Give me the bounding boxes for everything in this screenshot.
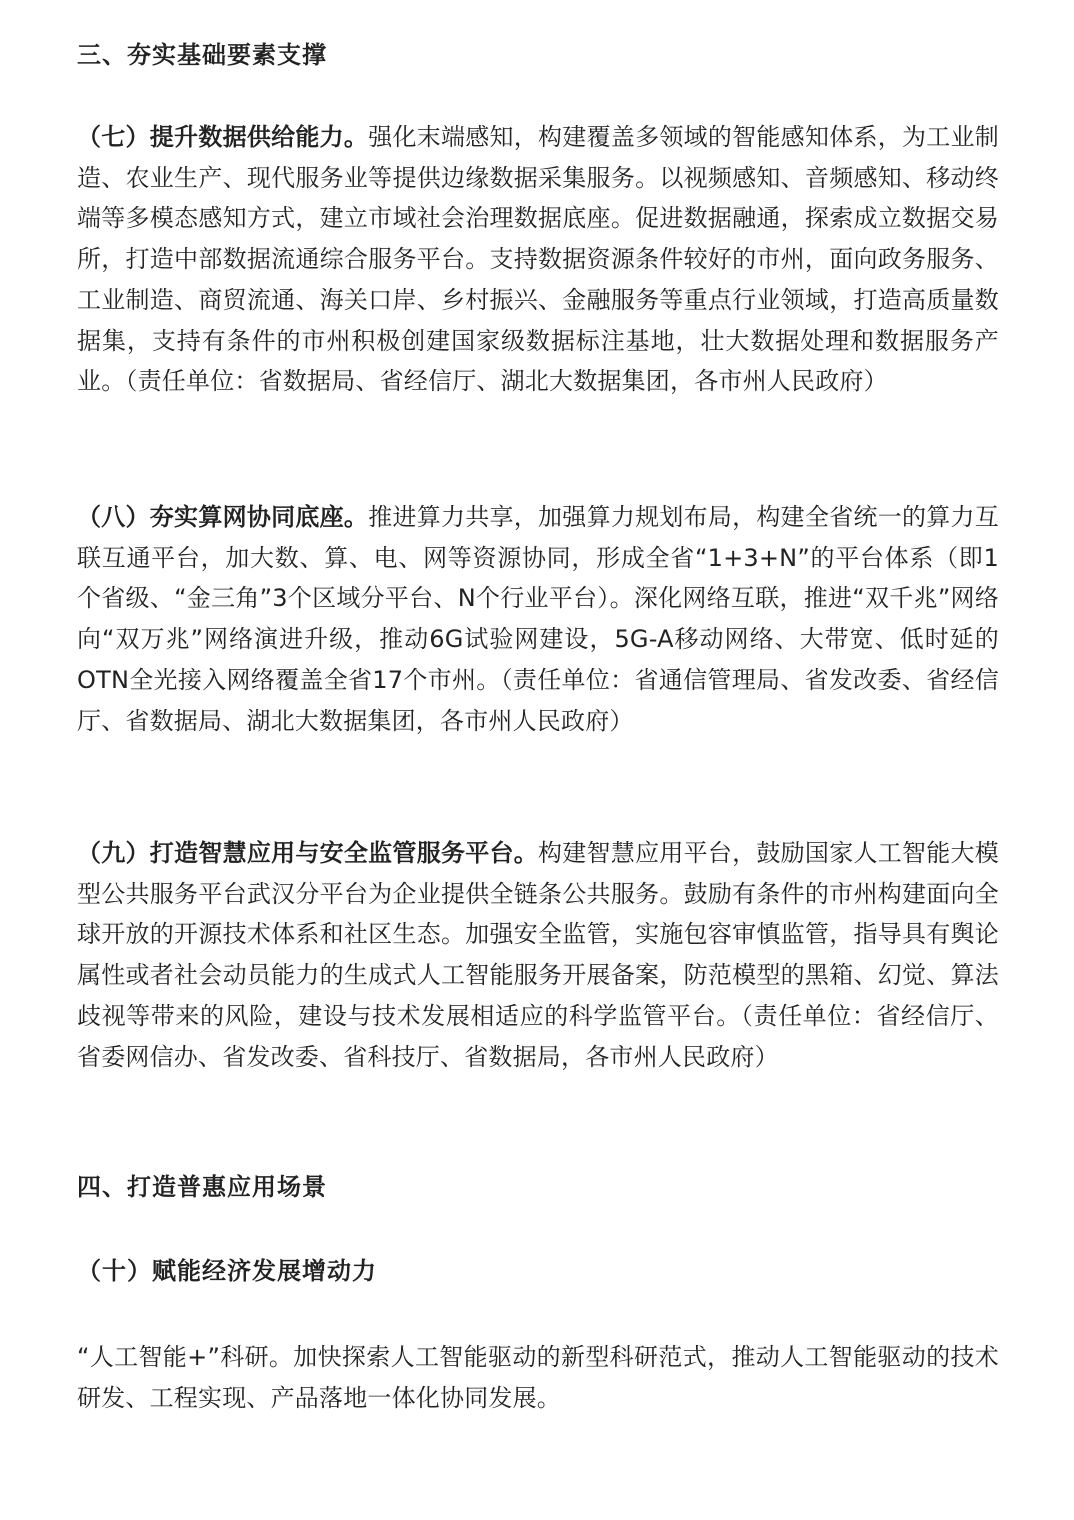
paragraph-ai-research: “人工智能+”科研。加快探索人工智能驱动的新型科研范式，推动人工智能驱动的技术研发、工程实现、产品落地一体化协同发展。 — [77, 1343, 999, 1412]
paragraph-item-8 — [77, 497, 999, 741]
subsection-heading-10: （十）赋能经济发展增动力 — [77, 1257, 377, 1285]
section-heading-4: 四、打造普惠应用场景 — [77, 1173, 327, 1201]
paragraph-lead: （七）提升数据供给能力。 — [77, 123, 369, 151]
paragraph-item-9 — [77, 833, 999, 1077]
paragraph-lead: （九）打造智慧应用与安全监管服务平台。 — [77, 839, 539, 867]
section-heading-3: 三、夯实基础要素支撑 — [77, 41, 327, 69]
paragraph-body: 强化末端感知，构建覆盖多领域的智能感知体系，为工业制造、农业生产、现代服务业等提供边缘数据采集服务。以视频感知、音频感知、移动终端等多模态感知方式，建立市域社会治理数据底座。促进数据融通，探索成立数据交易所，打造中部数据流通综合服务平台。支持数据资源条件较好的市州，面向政务服务、工业制造、商贸流通、海关口岸、乡村振兴、金融服务等重点行业领域，打造高质量数据集，支持有条件的市州积极创建国家级数据标注基地，壮大数据处理和数据服务产业。（责任单位：省数据局、省经信厅、湖北大数据集团，各市州人民政府） — [77, 123, 1000, 396]
paragraph-body: 推进算力共享，加强算力规划布局，构建全省统一的算力互联互通平台，加大数、算、电、网等资源协同，形成全省“1+3+N”的平台体系（即1个省级、“金三角”3个区域分平台、N个行业平台）。深化网络互联，推进“双千兆”网络向“双万兆”网络演进升级，推动6G试验网建设，5G-A移动网络、大带宽、低时延的OTN全光接入网络覆盖全省17个市州。（责任单位：省通信管理局、省发改委、省经信厅、省数据局、湖北大数据集团，各市州人民政府） — [77, 503, 1000, 735]
paragraph-item-7 — [77, 117, 999, 402]
paragraph-body: 构建智慧应用平台，鼓励国家人工智能大模型公共服务平台武汉分平台为企业提供全链条公共服务。鼓励有条件的市州构建面向全球开放的开源技术体系和社区生态。加强安全监管，实施包容审慎监管，指导具有舆论属性或者社会动员能力的生成式人工智能服务开展备案，防范模型的黑箱、幻觉、算法歧视等带来的风险，建设与技术发展相适应的科学监管平台。（责任单位：省经信厅、省委网信办、省发改委、省科技厅、省数据局，各市州人民政府） — [77, 839, 999, 1071]
paragraph-lead: （八）夯实算网协同底座。 — [77, 503, 369, 531]
